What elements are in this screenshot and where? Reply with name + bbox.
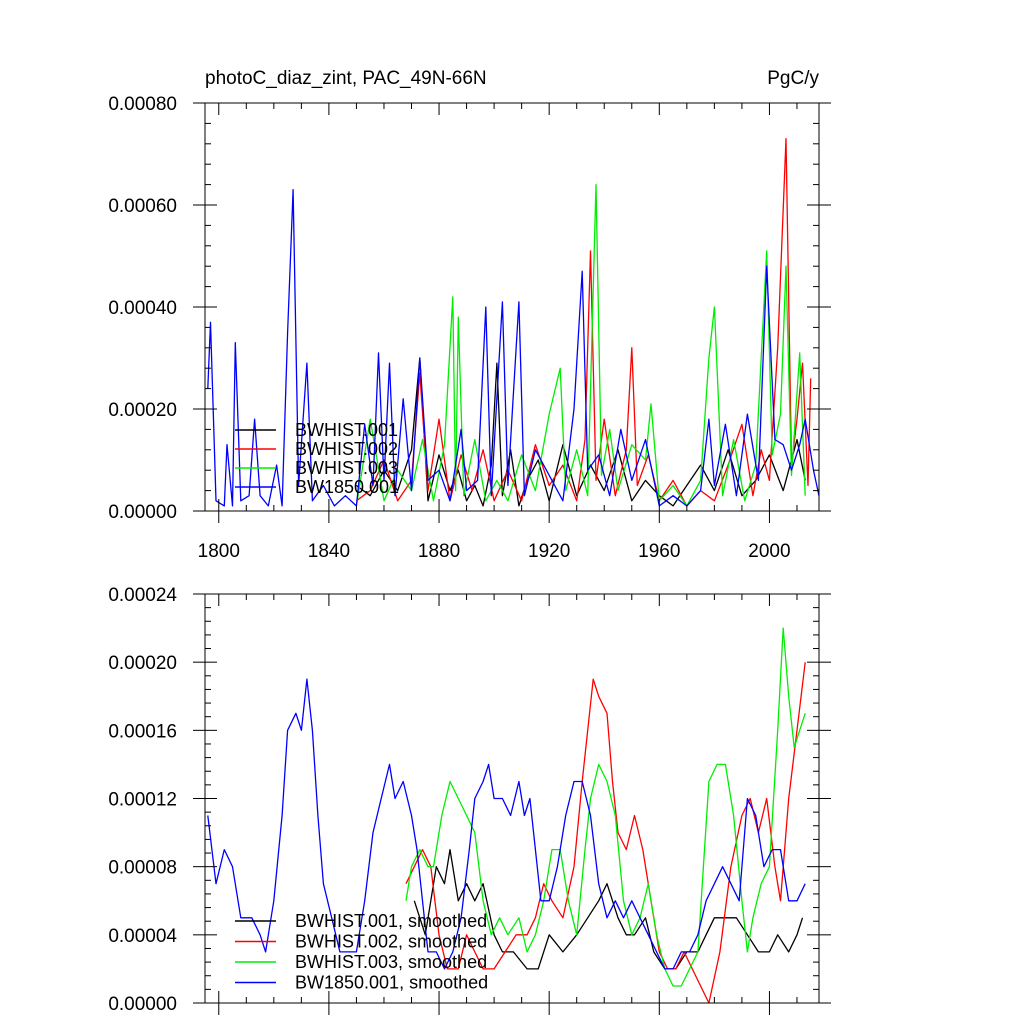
y-tick-label: 0.00000: [108, 994, 177, 1015]
series-line-3: [356, 185, 805, 506]
x-tick-label: 1840: [307, 541, 351, 562]
top-panel: [108, 68, 831, 562]
x-tick-label: 1880: [417, 541, 461, 562]
y-tick-label: 0.00000: [108, 502, 177, 523]
legend-label: BW1850.001: [295, 477, 400, 497]
y-tick-label: 0.00008: [108, 857, 177, 879]
y-tick-label: 0.00016: [108, 721, 177, 743]
legend-label: BWHIST.001, smoothed: [295, 911, 488, 931]
y-tick-label: 0.00024: [108, 585, 177, 606]
y-tick-label: 0.00020: [108, 400, 177, 421]
x-tick-label: 1960: [638, 541, 681, 562]
y-tick-label: 0.00080: [108, 94, 177, 115]
x-tick-label: 1800: [197, 541, 240, 562]
legend-label: BWHIST.002: [295, 439, 399, 459]
x-tick-label: 2000: [748, 541, 791, 562]
legend-label: BWHIST.003: [295, 458, 399, 478]
legend-label: BWHIST.001: [295, 420, 399, 440]
legend-label: BWHIST.002, smoothed: [295, 931, 488, 952]
y-tick-label: 0.00060: [108, 196, 177, 217]
legend-label: BW1850.001, smoothed: [295, 972, 489, 993]
y-tick-label: 0.00020: [108, 653, 177, 675]
y-tick-label: 0.00040: [108, 298, 177, 319]
units-label: PgC/y: [767, 68, 819, 89]
y-tick-label: 0.00012: [108, 789, 177, 811]
legend: [235, 911, 488, 993]
chart-title: photoC_diaz_zint, PAC_49N-66N: [205, 68, 487, 89]
x-tick-label: 1920: [528, 541, 571, 562]
y-tick-label: 0.00004: [108, 925, 177, 947]
legend-label: BWHIST.003, smoothed: [295, 952, 488, 972]
bottom-panel: [108, 585, 831, 1015]
